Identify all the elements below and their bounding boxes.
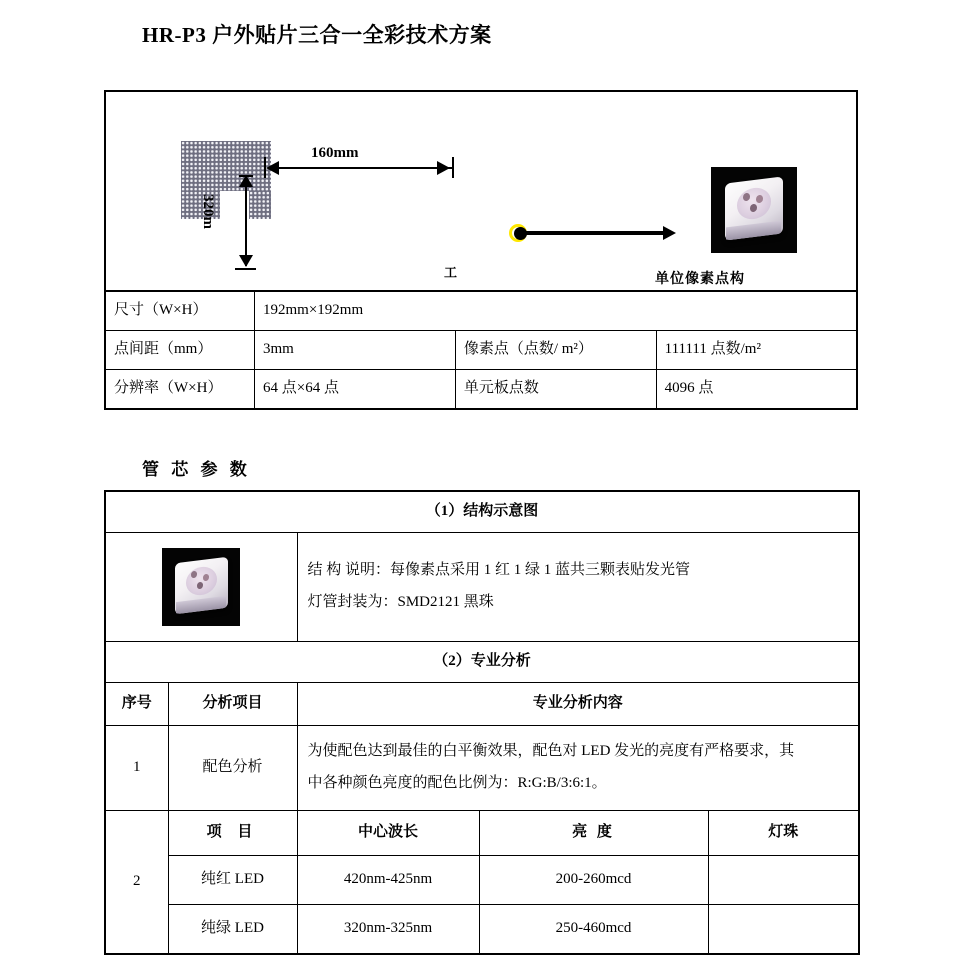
structure-line-2: 灯管封装为：SMD2121 黑珠 — [307, 594, 494, 610]
spec-label-pitch: 点间距（mm） — [105, 331, 255, 370]
table-row — [105, 491, 859, 533]
led-header-bead: 灯珠 — [708, 811, 859, 856]
spec-label-pixel-density: 像素点（点数/ m²） — [455, 331, 656, 370]
led-photo-caption: 单位像素点构 — [655, 272, 745, 287]
table-row — [105, 726, 859, 811]
module-top-section — [181, 141, 271, 191]
led-row-red-brightness: 200-260mcd — [479, 856, 708, 905]
analysis-row1-content — [297, 726, 859, 811]
spec-value-size: 192mm×192mm — [255, 291, 858, 331]
chip-params-table — [104, 490, 860, 955]
height-dim-arrow-bottom — [239, 255, 253, 267]
width-dimension-label: 160mm — [311, 145, 359, 161]
table-row — [105, 291, 857, 331]
width-dim-arrow-right — [437, 161, 450, 175]
callout-arrow-head — [663, 226, 676, 240]
analysis-header-item: 分析项目 — [168, 683, 297, 726]
spec-label-size: 尺寸（W×H） — [105, 291, 255, 331]
structure-line-1: 结 构 说明：每像素点采用 1 红 1 绿 1 蓝共三颗表贴发光管 — [307, 562, 691, 579]
height-dim-line — [245, 178, 247, 266]
led-row-red-wavelength: 420nm-425nm — [297, 856, 479, 905]
spec-value-resolution: 64 点×64 点 — [255, 370, 456, 410]
led-chip-blue — [750, 204, 757, 213]
table-row — [105, 905, 859, 955]
table-row — [105, 811, 859, 856]
led-row-green-bead — [708, 905, 859, 955]
led-header-brightness: 亮 度 — [479, 811, 708, 856]
photo-holder — [162, 548, 240, 626]
structure-description-cell — [297, 533, 859, 642]
analysis-row1-item: 配色分析 — [168, 726, 297, 811]
spec-value-module-dots: 4096 点 — [656, 370, 857, 410]
analysis-row1-line-2: 中各种颜色亮度的配色比例为：R:G:B/3:6:1。 — [307, 775, 607, 791]
table-row — [105, 642, 859, 683]
structure-photo-cell — [105, 533, 297, 642]
height-dimension-label: 320m — [200, 194, 216, 229]
analysis-row1-no: 1 — [105, 726, 168, 811]
smd-led-photo-small — [162, 548, 240, 626]
led-row-red-item: 纯红 LED — [168, 856, 297, 905]
height-dim-arrow-top — [239, 175, 253, 187]
led-row-green-brightness: 250-460mcd — [479, 905, 708, 955]
table-row — [105, 683, 859, 726]
chip-params-heading: 管 芯 参 数 — [142, 460, 251, 479]
led-header-item: 项 目 — [168, 811, 297, 856]
callout-arrow-line — [520, 231, 666, 235]
analysis-section-title: （2）专业分析 — [105, 642, 859, 683]
table-row — [105, 331, 857, 370]
analysis-header-content: 专业分析内容 — [297, 683, 859, 726]
spec-table — [104, 290, 858, 410]
table-row — [105, 533, 859, 642]
structure-section-title: （1）结构示意图 — [105, 491, 859, 533]
width-dim-line — [268, 167, 454, 169]
led-chip-red — [743, 192, 750, 201]
led-row-green-item: 纯绿 LED — [168, 905, 297, 955]
height-dim-tick-bottom — [235, 268, 256, 270]
table-row — [105, 856, 859, 905]
spec-label-resolution: 分辨率（W×H） — [105, 370, 255, 410]
led-module-graphic — [181, 141, 271, 219]
page-title: HR-P3 户外贴片三合一全彩技术方案 — [142, 23, 492, 47]
spec-label-module-dots: 单元板点数 — [455, 370, 656, 410]
module-right-section — [249, 191, 271, 219]
spec-value-pitch: 3mm — [255, 331, 456, 370]
width-dim-arrow-left — [266, 161, 279, 175]
led-row-red-bead — [708, 856, 859, 905]
spec-value-pixel-density: 111111 点数/m² — [656, 331, 857, 370]
table-row — [105, 370, 857, 410]
analysis-header-no: 序号 — [105, 683, 168, 726]
led-header-wavelength: 中心波长 — [297, 811, 479, 856]
led-row-green-wavelength: 320nm-325nm — [297, 905, 479, 955]
smd-led-photo-large — [711, 167, 797, 253]
gong-mark-icon: 工 — [444, 265, 458, 280]
analysis-row2-no: 2 — [105, 811, 168, 955]
analysis-row1-line-1: 为使配色达到最佳的白平衡效果，配色对 LED 发光的亮度有严格要求，其 — [307, 743, 795, 760]
